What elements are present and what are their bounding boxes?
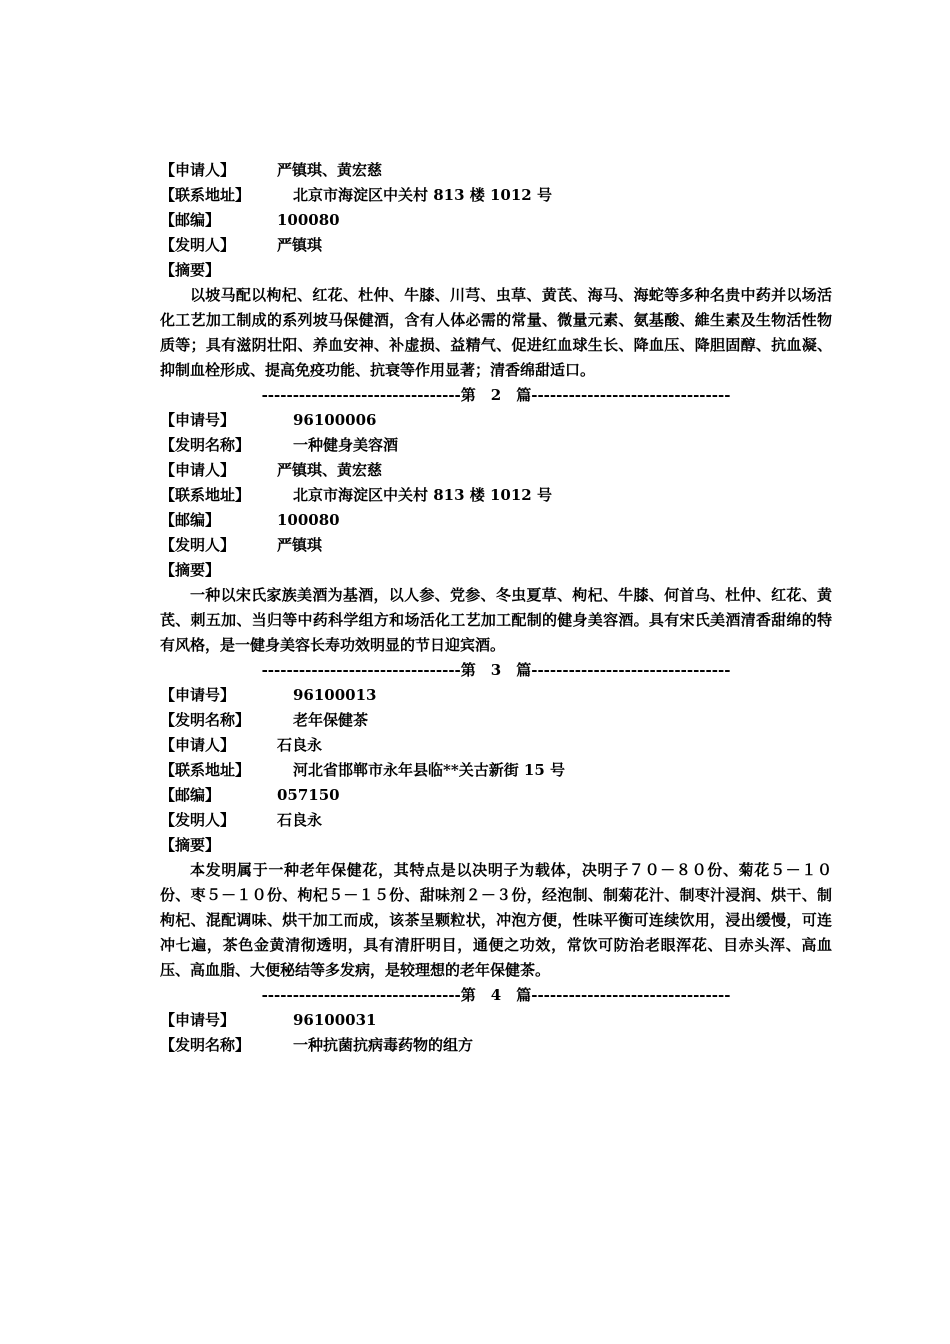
section-separator: --------------------------------第 4 篇--------------------------------	[261, 986, 731, 1004]
field-app-no	[160, 1008, 832, 1033]
field-label: 【摘要】	[160, 836, 221, 854]
field-postcode	[160, 208, 832, 233]
field-applicant	[160, 158, 832, 183]
field-value: 石良永	[277, 811, 323, 829]
field-value: 100080	[277, 511, 340, 529]
field-value: 石良永	[277, 736, 323, 754]
field-label: 【申请人】	[160, 736, 236, 754]
field-value: 严镇琪	[277, 536, 323, 554]
field-value: 北京市海淀区中关村 813 楼 1012 号	[293, 486, 552, 504]
field-applicant	[160, 458, 832, 483]
field-applicant	[160, 733, 832, 758]
field-label: 【申请号】	[160, 411, 236, 429]
field-postcode	[160, 783, 832, 808]
field-inventor	[160, 533, 832, 558]
abstract-text: 一种以宋氏家族美酒为基酒，以人参、党参、冬虫夏草、枸杞、牛膝、何首乌、杜仲、红花、黄芪、刺五加、当归等中药科学组方和场活化工艺加工配制的健身美容酒。具有宋氏美酒清香甜绵的特有风格，是一健身美容长寿功效明显的节日迎宾酒。	[160, 586, 832, 654]
field-label: 【摘要】	[160, 261, 221, 279]
field-value: 老年保健茶	[293, 711, 369, 729]
field-inventor	[160, 233, 832, 258]
field-value: 100080	[277, 211, 340, 229]
field-label: 【邮编】	[160, 786, 221, 804]
field-inventor	[160, 808, 832, 833]
field-label: 【发明人】	[160, 536, 236, 554]
field-abstract-label	[160, 258, 832, 283]
abstract-text: 本发明属于一种老年保健花，其特点是以决明子为载体，决明子７０－８０份、菊花５－１０份、枣５－１０份、枸杞５－１５份、甜味剂２－３份，经泡制、制菊花汁、制枣汁浸润、烘干、制枸杞、混配调味、烘干加工而成，该茶呈颗粒状，冲泡方便，性味平衡可连续饮用，浸出缓慢，可连冲七遍，茶色金黄清彻透明，具有清肝明目，通便之功效，常饮可防治老眼浑花、目赤头浑、高血压、高血脂、大便秘结等多发病，是较理想的老年保健茶。	[160, 861, 832, 979]
field-value: 057150	[277, 786, 340, 804]
field-title	[160, 1033, 832, 1058]
field-label: 【邮编】	[160, 211, 221, 229]
field-label: 【发明人】	[160, 811, 236, 829]
field-title	[160, 433, 832, 458]
field-label: 【申请人】	[160, 461, 236, 479]
section-separator: --------------------------------第 3 篇--------------------------------	[261, 661, 731, 679]
field-value: 96100031	[293, 1011, 377, 1029]
field-abstract-label	[160, 558, 832, 583]
field-value: 96100013	[293, 686, 377, 704]
field-label: 【联系地址】	[160, 486, 251, 504]
field-address	[160, 183, 832, 208]
field-value: 一种健身美容酒	[293, 436, 399, 454]
field-label: 【摘要】	[160, 561, 221, 579]
abstract-text: 以坡马配以枸杞、红花、杜仲、牛膝、川芎、虫草、黄芪、海马、海蛇等多种名贵中药并以场活化工艺加工制成的系列坡马保健酒，含有人体必需的常量、微量元素、氨基酸、維生素及生物活性物质等；具有滋阴壮阳、养血安神、补虚损、益精气、促进红血球生长、降血压、降胆固醇、抗血凝、抑制血栓形成、提高免疫功能、抗衰等作用显著；清香绵甜适口。	[160, 286, 832, 379]
field-postcode	[160, 508, 832, 533]
field-label: 【发明名称】	[160, 436, 251, 454]
field-value: 北京市海淀区中关村 813 楼 1012 号	[293, 186, 552, 204]
field-app-no	[160, 408, 832, 433]
field-label: 【申请号】	[160, 686, 236, 704]
field-abstract-label	[160, 833, 832, 858]
field-value: 严镇琪、黄宏慈	[277, 161, 383, 179]
field-address	[160, 758, 832, 783]
field-label: 【发明人】	[160, 236, 236, 254]
field-label: 【邮编】	[160, 511, 221, 529]
section-separator: --------------------------------第 2 篇--------------------------------	[261, 386, 731, 404]
field-value: 严镇琪、黄宏慈	[277, 461, 383, 479]
field-title	[160, 708, 832, 733]
field-label: 【发明名称】	[160, 1036, 251, 1054]
field-value: 严镇琪	[277, 236, 323, 254]
field-label: 【发明名称】	[160, 711, 251, 729]
field-value: 河北省邯郸市永年县临**关古新街 15 号	[293, 761, 566, 779]
document-page	[160, 158, 832, 1058]
field-label: 【申请号】	[160, 1011, 236, 1029]
field-value: 96100006	[293, 411, 377, 429]
field-label: 【申请人】	[160, 161, 236, 179]
field-value: 一种抗菌抗病毒药物的组方	[293, 1036, 474, 1054]
field-label: 【联系地址】	[160, 186, 251, 204]
field-app-no	[160, 683, 832, 708]
field-label: 【联系地址】	[160, 761, 251, 779]
field-address	[160, 483, 832, 508]
